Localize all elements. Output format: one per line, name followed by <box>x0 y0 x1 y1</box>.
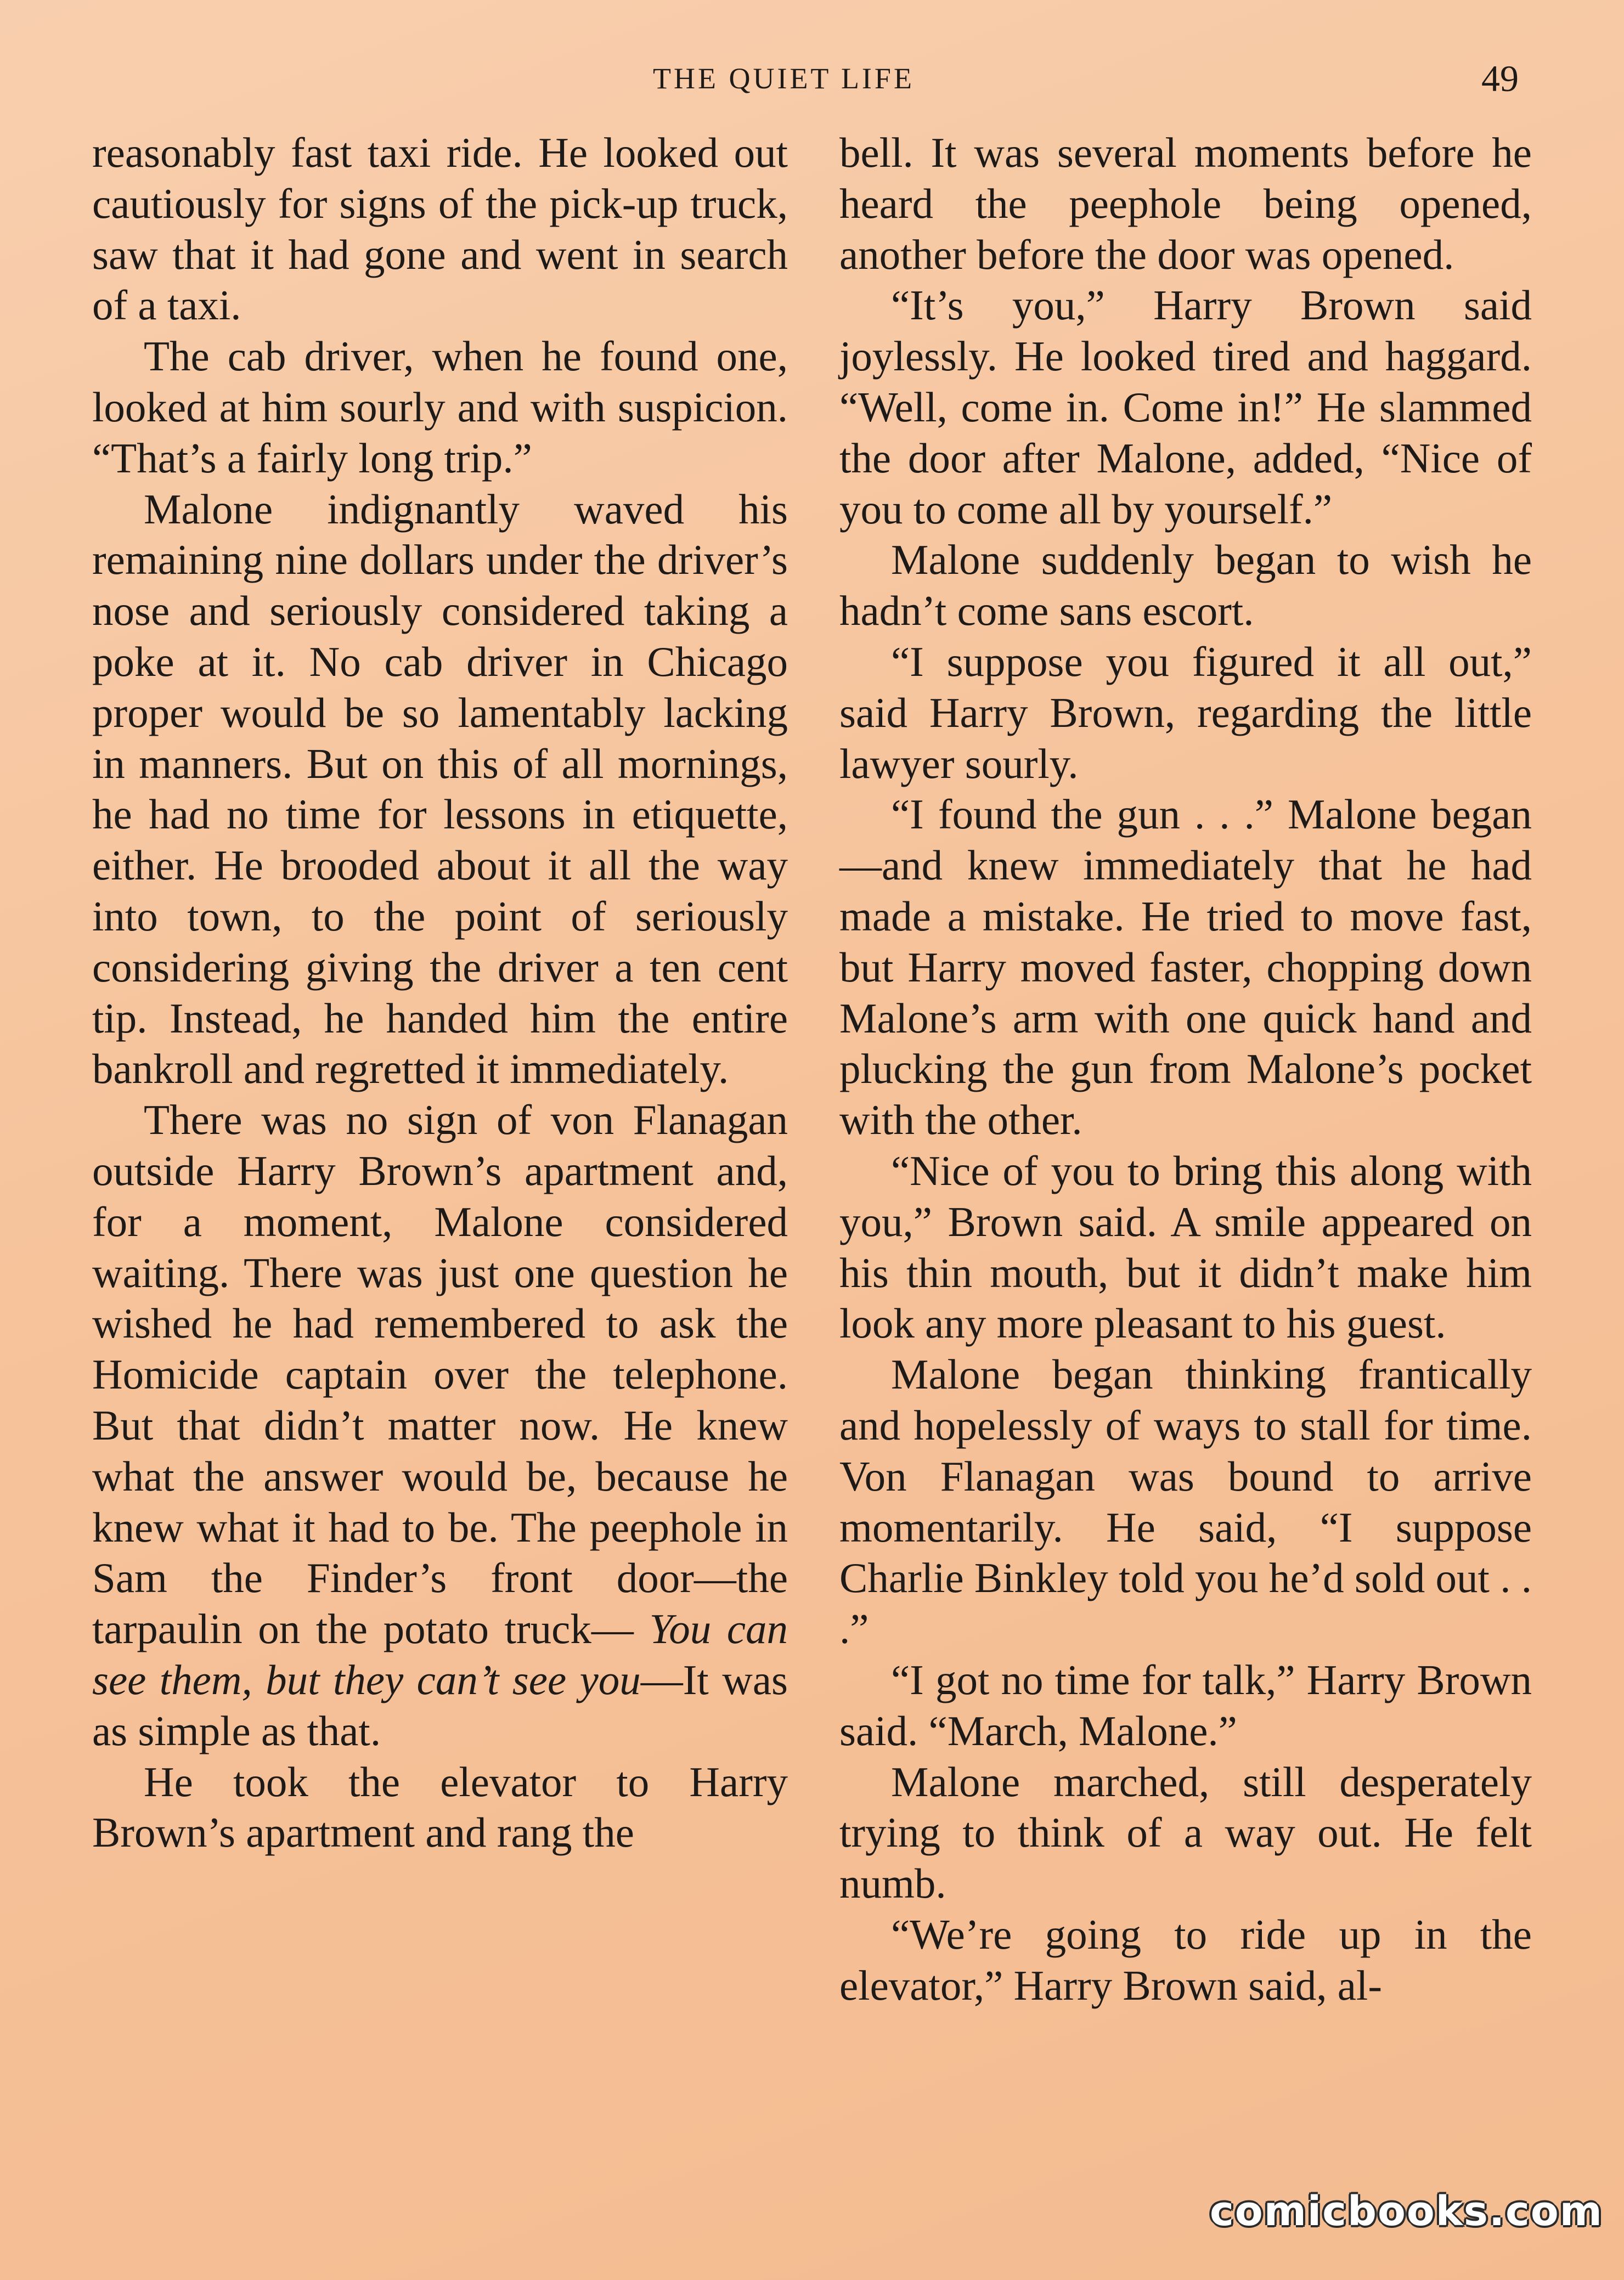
paragraph: “Nice of you to bring this along with you,” Brown said. A smile appeared on his thin mouth, but it didn’t make him look any more pleasant to his guest. <box>839 1147 1532 1347</box>
right-column <box>839 127 1532 2011</box>
page-number: 49 <box>1481 58 1519 99</box>
paragraph: Malone indignantly waved his remaining nine dollars under the driver’s nose and seriously considered taking a poke at it. No cab driver in Chicago proper would be so lamentably lacking in manners. But on this of all mornings, he had no time for lessons in etiquette, either. He brooded about it all the way into town, to the point of seriously considering giving the driver a ten cent tip. Instead, he handed him the entire bankroll and regretted it immediately. <box>92 485 788 1093</box>
paragraph: Malone suddenly began to wish he hadn’t come sans escort. <box>839 536 1532 635</box>
watermark-logo: comicbooks.com <box>1210 2188 1603 2235</box>
paragraph: Malone marched, still desperately trying to think of a way out. He felt numb. <box>839 1758 1532 1907</box>
paragraph: The cab driver, when he found one, looked at him sourly and with suspicion. “That’s a fairly long trip.” <box>92 332 788 482</box>
paragraph: “We’re going to ride up in the elevator,” Harry Brown said, al- <box>839 1910 1532 2009</box>
paragraph: “It’s you,” Harry Brown said joylessly. He looked tired and haggard. “Well, come in. Come in!” He slammed the door after Malone, added, “Nice of you to come all by yourself.” <box>839 281 1532 533</box>
italic-phrase: You can see them, but they can’t see you <box>92 1605 788 1703</box>
running-title: THE QUIET LIFE <box>653 62 915 95</box>
paragraph-text: There was no sign of von Flanagan outside Harry Brown’s apartment and, for a moment, Malone considered waiting. There was just one question he wished he had remembered to ask the Homicide captain over the telephone. But that didn’t matter now. He knew what the answer would be, because he knew what it had to be. The peephole in Sam the Finder’s front door—the tarpaulin on the potato truck— <box>92 1096 788 1653</box>
left-column <box>92 127 788 1858</box>
paragraph: reasonably fast taxi ride. He looked out cautiously for signs of the pick-up truck, saw that it had gone and went in search of a taxi. <box>92 129 788 329</box>
paragraph: He took the elevator to Harry Brown’s apartment and rang the <box>92 1758 788 1856</box>
paragraph-tail: —It was as simple as that. <box>92 1656 788 1754</box>
paragraph: “I found the gun . . .” Malone began—and knew immediately that he had made a mistake. He tried to move fast, but Harry moved faster, chopping down Malone’s arm with one quick hand and plucking the gun from Malone’s pocket with the other. <box>839 791 1532 1144</box>
paragraph: bell. It was several moments before he heard the peephole being opened, another before the door was opened. <box>839 129 1532 278</box>
paragraph <box>92 1094 788 1756</box>
paragraph: “I suppose you figured it all out,” said Harry Brown, regarding the little lawyer sourly. <box>839 637 1532 787</box>
paragraph: “I got no time for talk,” Harry Brown said. “March, Malone.” <box>839 1656 1532 1754</box>
paragraph: Malone began thinking frantically and hopelessly of ways to stall for time. Von Flanagan was bound to arrive momentarily. He said, “I suppose Charlie Binkley told you he’d sold out . . .” <box>839 1351 1532 1653</box>
running-head <box>0 58 1624 105</box>
